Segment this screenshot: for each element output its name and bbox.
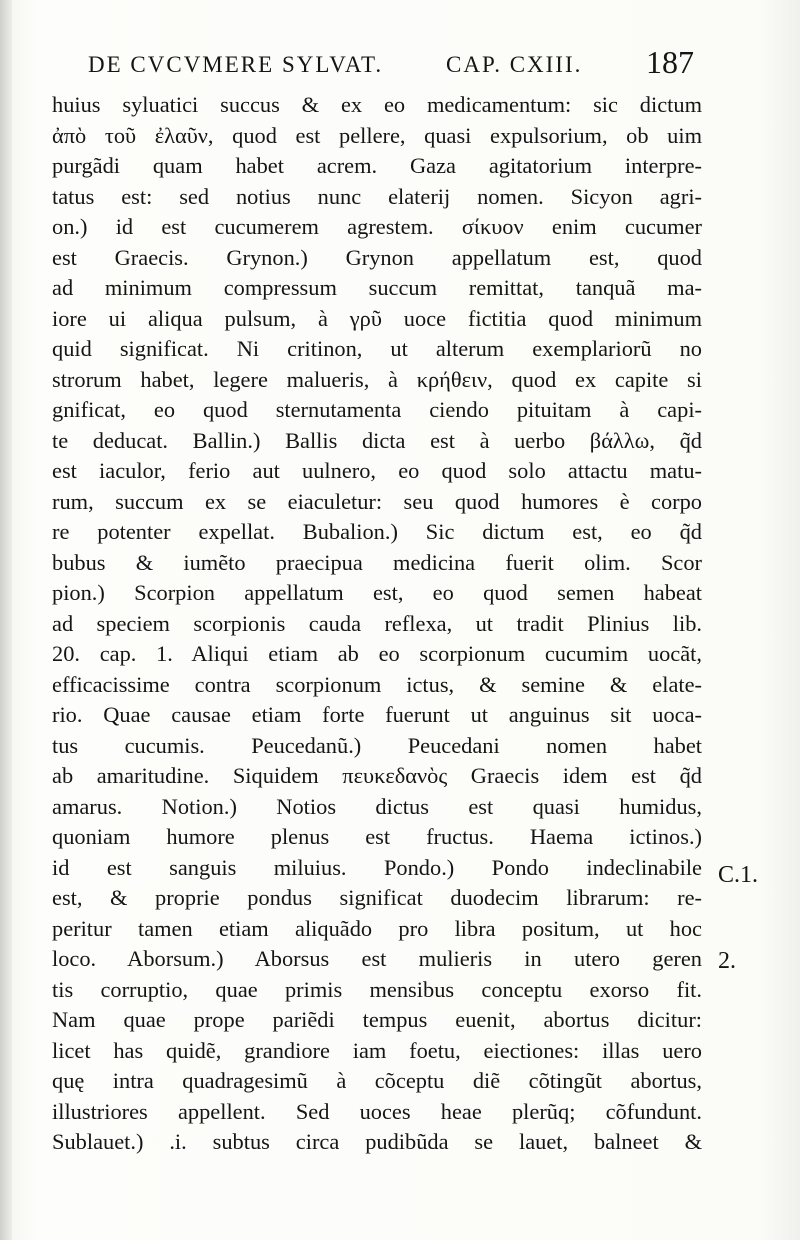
text-line: est, & proprie pondus significat duodecim librarum: re-	[52, 885, 702, 910]
text-line: bubus & iumẽto praecipua medicina fuerit olim. Scor	[52, 549, 702, 575]
text-line: 20. cap. 1. Aliqui etiam ab eo scorpionum cucumim uocãt,	[52, 641, 702, 666]
text-line: pion.) Scorpion appellatum est, eo quod semen habeat	[52, 580, 702, 605]
text-line: ad speciem scorpionis cauda reflexa, ut tradit Plinius lib.	[52, 610, 702, 636]
text-line: Nam quae prope pariẽdi tempus euenit, abortus dicitur:	[52, 1007, 702, 1032]
text-line: iore ui aliqua pulsum, à γρῦ uoce fictitia quod minimum	[52, 305, 702, 331]
text-line: loco. Aborsum.) Aborsus est mulieris in utero geren	[52, 946, 702, 971]
text-line: rum, succum ex se eiaculetur: seu quod humores è corpo	[52, 488, 702, 514]
text-line: quę intra quadragesimũ à cõceptu diẽ cõtingũt abortus,	[52, 1068, 702, 1093]
text-line: tus cucumis. Peucedanũ.) Peucedani nomen habet	[52, 732, 702, 758]
text-line: re potenter expellat. Bubalion.) Sic dictum est, eo q̃d	[52, 519, 702, 544]
text-line: amarus. Notion.) Notios dictus est quasi humidus,	[52, 793, 702, 819]
page-number: 187	[646, 44, 694, 80]
text-line: id est sanguis miluius. Pondo.) Pondo indeclinabile	[52, 854, 702, 880]
text-line: ad minimum compressum succum remittat, tanquã ma-	[52, 275, 702, 300]
text-line: efficacissime contra scorpionum ictus, & semine & elate-	[52, 671, 702, 697]
text-line: ἀπὸ τοῦ ἐλαῦν, quod est pellere, quasi expulsorium, ob uim	[52, 122, 702, 148]
text-line: quoniam humore plenus est fructus. Haema ictinos.)	[52, 824, 702, 849]
margin-note-c1: C.1.	[718, 862, 759, 888]
text-line: Sublauet.) .i. subtus circa pudibũda se lauet, balneet &	[52, 1129, 702, 1154]
text-line: te deducat. Ballin.) Ballis dicta est à uerbo βάλλω, q̃d	[52, 427, 702, 453]
text-line: tis corruptio, quae primis mensibus conceptu exorso fit.	[52, 976, 702, 1002]
text-line: est iaculor, ferio aut uulnero, eo quod solo attactu matu-	[52, 458, 702, 483]
text-line: peritur tamen etiam aliquãdo pro libra positum, ut hoc	[52, 915, 702, 941]
text-line: huius syluatici succus & ex eo medicamentum: sic dictum	[52, 92, 702, 117]
binding-gutter	[0, 0, 12, 1240]
text-line: est Graecis. Grynon.) Grynon appellatum est, quod	[52, 244, 702, 270]
text-line: strorum habet, legere malueris, à κρήθειν, quod ex capite si	[52, 366, 702, 392]
text-line: purgãdi quam habet acrem. Gaza agitatorium interpre-	[52, 153, 702, 178]
text-line: quid significat. Ni critinon, ut alterum exemplariorũ no	[52, 336, 702, 361]
section-title: DE CVCVMERE SYLVAT.	[88, 52, 384, 77]
text-line: gnificat, eo quod sternutamenta ciendo pituitam à capi-	[52, 397, 702, 422]
text-line: tatus est: sed notius nunc elaterij nomen. Sicyon agri-	[52, 183, 702, 209]
text-line: on.) id est cucumerem agrestem. σίκυον enim cucumer	[52, 214, 702, 239]
text-line: illustriores appellent. Sed uoces heae plerũq; cõfundunt.	[52, 1098, 702, 1124]
text-line: ab amaritudine. Siquidem πευκεδανὸς Graecis idem est q̃d	[52, 763, 702, 788]
text-line: rio. Quae causae etiam forte fuerunt ut anguinus sit uoca-	[52, 702, 702, 727]
margin-note-2: 2.	[718, 948, 736, 974]
text-line: licet has quidẽ, grandiore iam foetu, eiectiones: illas uero	[52, 1037, 702, 1063]
chapter-label: CAP. CXIII.	[446, 52, 583, 77]
